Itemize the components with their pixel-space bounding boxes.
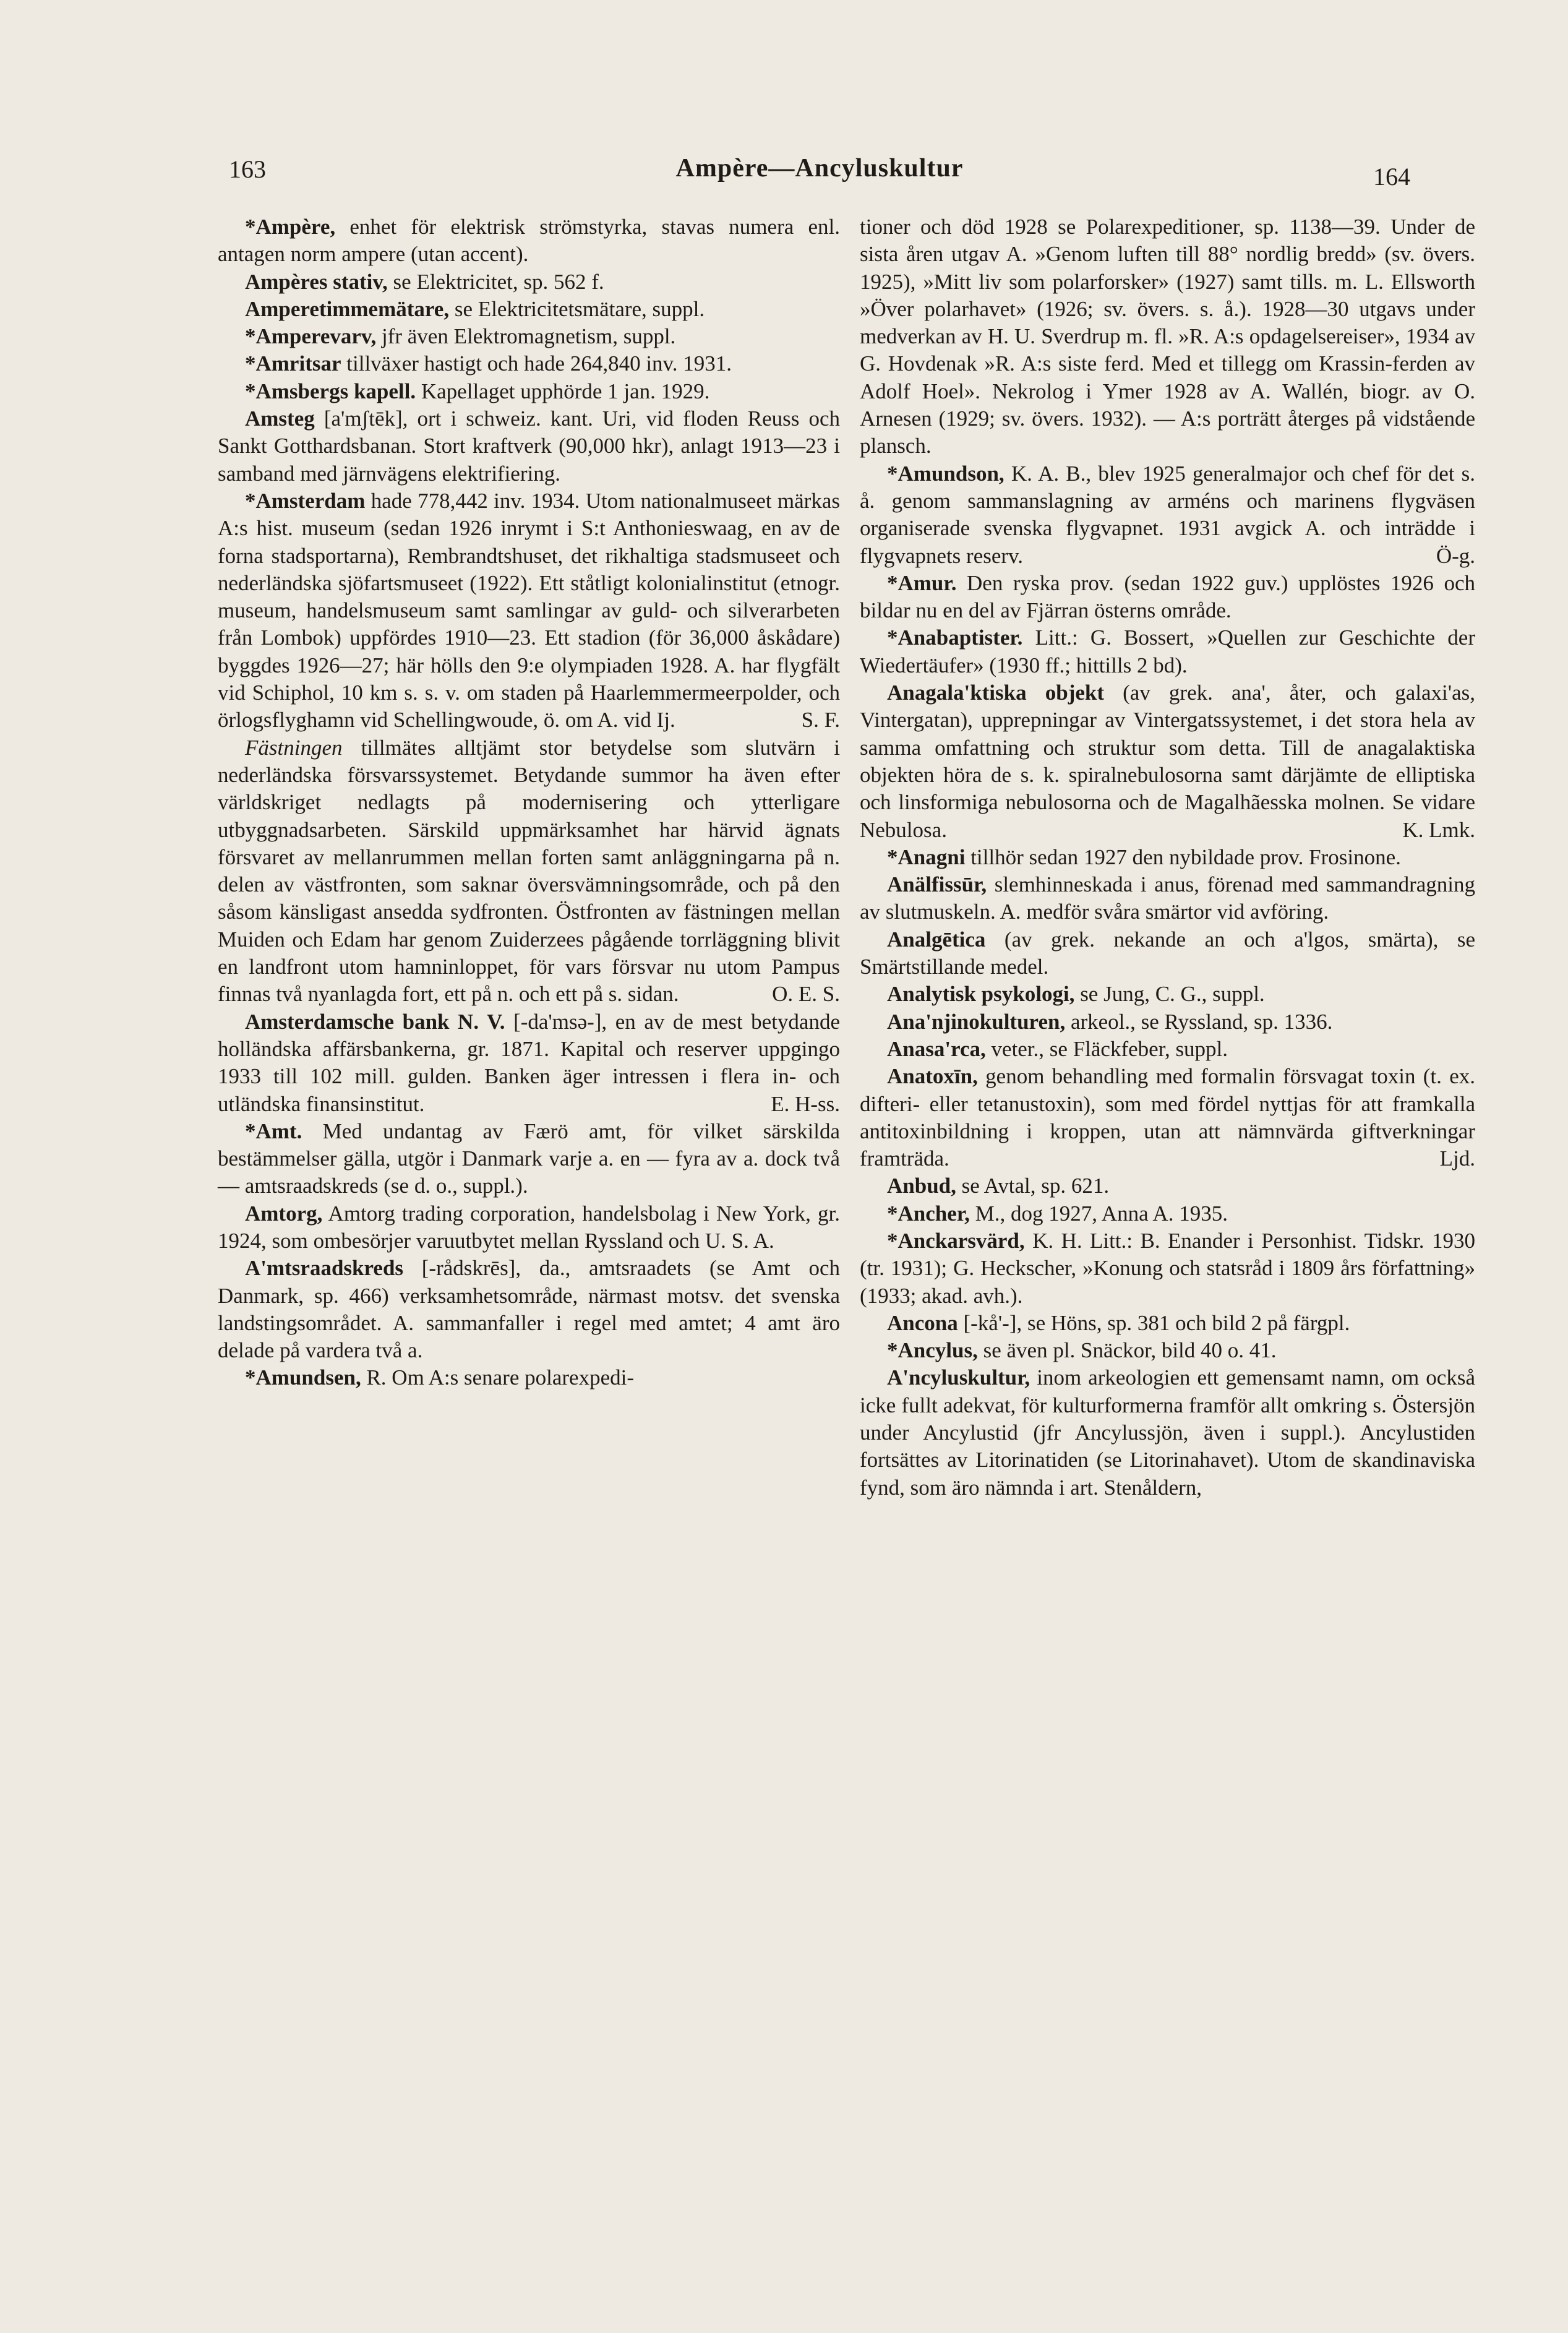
dictionary-entry	[860, 844, 1475, 871]
page-header	[229, 148, 1410, 204]
entry-text: veter., se Fläckfeber, suppl.	[985, 1036, 1228, 1061]
entry-text: K. H. Litt.: B. Enander i Personhist. Tidskr. 1930 (tr. 1931); G. Heckscher, »Konung och statsråd i 1809 års författning» (1933; akad. avh.).	[860, 1228, 1475, 1308]
entry-text: hade 778,442 inv. 1934. Utom nationalmuseet märkas A:s hist. museum (sedan 1926 inrymt i S:t Anthonieswaag, en av de forna stadsportarna), Rembrandtshuset, det rikhaltiga stadsmuseet och nederländska sjöfartsmuseet (1922). Ett ståtligt kolonialinstitut (etnogr. museum, handelsmuseum samt samlingar av guld- och silverarbeten från Lombok) uppfördes 1910—23. Ett stadion (för 36,000 åskådare) byggdes 1926—27; här hölls den 9:e olympiaden 1928. A. har flygfält vid Schiphol, 10 km s. s. v. om staden på Haarlemmermeerpolder, och örlogsflyghamn vid Schellingwoude, ö. om A. vid Ij.	[218, 488, 840, 733]
entry-headword: Ancona	[887, 1310, 958, 1335]
entry-text: M., dog 1927, Anna A. 1935.	[969, 1201, 1228, 1226]
dictionary-entry	[218, 405, 840, 488]
entry-headword: Anbud,	[887, 1174, 956, 1198]
dictionary-entry	[218, 488, 840, 734]
dictionary-entry	[218, 323, 840, 350]
right-text-column	[860, 213, 1475, 1502]
entry-headword: Anagala'ktiska objekt	[887, 681, 1105, 705]
dictionary-entry	[860, 1227, 1475, 1310]
dictionary-entry	[218, 213, 840, 269]
entry-text: Amtorg trading corporation, handelsbolag i New York, gr. 1924, som ombesörjer varuutbytet mellan Ryssland och U. S. A.	[218, 1201, 840, 1253]
entry-text: tillhör sedan 1927 den nybildade prov. Frosinone.	[965, 844, 1401, 869]
entry-headword: *Amundson,	[887, 461, 1005, 486]
dictionary-entry	[860, 213, 1475, 460]
dictionary-entry	[218, 734, 840, 1008]
entry-text: Litt.: G. Bossert, »Quellen zur Geschichte der Wiedertäufer» (1930 ff.; hittills 2 bd).	[860, 625, 1475, 677]
dictionary-entry	[860, 1364, 1475, 1501]
entry-headword: Anasa'rca,	[887, 1036, 986, 1061]
entry-italic-lead: Fästningen	[245, 735, 343, 760]
entry-text: R. Om A:s senare polarexpedi-	[361, 1365, 634, 1390]
entry-headword: Anälfissūr,	[887, 872, 987, 897]
dictionary-entry	[218, 1255, 840, 1364]
entry-headword: Amsteg	[245, 406, 315, 431]
entry-headword: *Amundsen,	[245, 1365, 361, 1390]
dictionary-entry	[860, 1036, 1475, 1063]
entry-text: arkeol., se Ryssland, sp. 1336.	[1065, 1009, 1333, 1034]
author-signature: Ö-g.	[1436, 543, 1475, 568]
entry-text: tillmätes alltjämt stor betydelse som slutvärn i nederländska försvarssystemet. Betydande summor ha även efter världskriget nedlagts på modernisering och ytterligare utbyggnadsarbeten. Särskild uppmärksamhet har härvid ägnats försvaret av mellanrummen mellan forten samt anläggningarna på n. delen av västfronten, som saknar översvämningsområde, och på den såsom känsligast ansedda sydfronten. Östfronten av fästningen mellan Muiden och Edam har genom Zuiderzees pågående torrläggning blivit en landfront utom hamninloppet, för vars försvar nu utom Pampus finnas två nyanlagda fort, ett på n. och ett på s. sidan.	[218, 735, 840, 1007]
entry-text: Den ryska prov. (sedan 1922 guv.) upplöstes 1926 och bildar nu en del av Fjärran österns område.	[860, 570, 1475, 623]
dictionary-entry	[860, 460, 1475, 570]
dictionary-entry	[218, 378, 840, 405]
dictionary-entry	[860, 1200, 1475, 1227]
entry-text: (av grek. ana', åter, och galaxi'as, Vintergatan), upprepningar av Vintergatssystemet, i det stora hela av samma omfattning och struktur som detta. Till de anagalaktiska objekten höra de s. k. spiralnebulosorna samt därjämte de elliptiska och linsformiga nebulosorna och de Magalhãesska molnen. Se vidare Nebulosa.	[860, 681, 1475, 842]
dictionary-entry	[860, 1172, 1475, 1200]
dictionary-entry	[860, 624, 1475, 679]
dictionary-entry	[218, 1200, 840, 1255]
dictionary-entry	[860, 926, 1475, 981]
entry-text: jfr även Elektromagnetism, suppl.	[376, 324, 676, 349]
entry-text: se Elektricitetsmätare, suppl.	[449, 296, 705, 321]
dictionary-entry	[218, 350, 840, 377]
entry-headword: *Amritsar	[245, 351, 341, 376]
entry-headword: *Amperevarv,	[245, 324, 377, 349]
running-title: Ampère—Ancyluskultur	[675, 154, 964, 183]
entry-text: tioner och död 1928 se Polarexpeditioner, sp. 1138—39. Under de sista åren utgav A. »Genom luften till 88° nordlig bredd» (sv. övers. 1925), »Mitt liv som polarforsker» (1927) samt tills. m. L. Ellsworth »Över polarhavet» (1926; sv. övers. s. å.). 1928—30 utgavs under medverkan av H. U. Sverdrup m. fl. »R. A:s opdagelsereiser», 1934 av G. Hovdenak »R. A:s siste ferd. Med et tillegg om Krassin-ferden av Adolf Hoel». Nekrolog i Ymer 1928 av A. Wallén, biogr. av O. Arnesen (1929; sv. övers. 1932). — A:s porträtt återges på vidstående plansch.	[860, 215, 1475, 458]
entry-headword: *Ampère,	[245, 215, 336, 239]
entry-text: tillväxer hastigt och hade 264,840 inv. 1931.	[341, 351, 732, 376]
entry-text: K. A. B., blev 1925 generalmajor och chef för det s. å. genom sammanslagning av arméns och marinens flygväsen organiserade svenska flygvapnet. 1931 avgick A. och inträdde i flygvapnets reserv.	[860, 461, 1475, 568]
dictionary-entry	[860, 1008, 1475, 1036]
entry-headword: Amsterdamsche bank N. V.	[245, 1009, 505, 1034]
entry-text: slemhinneskada i anus, förenad med sammandragning av slutmuskeln. A. medför svåra smärtor vid avföring.	[860, 872, 1475, 924]
entry-headword: *Anagni	[887, 844, 966, 869]
author-signature: E. H-ss.	[771, 1091, 840, 1116]
entry-headword: Anatoxīn,	[887, 1064, 978, 1089]
entry-text: (av grek. nekande an och a'lgos, smärta), se Smärtstillande medel.	[860, 927, 1475, 979]
dictionary-entry	[860, 871, 1475, 926]
entry-text: genom behandling med formalin försvagat toxin (t. ex. difteri- eller tetanustoxin), som med fördel nyttjas för att framkalla antitoxinbildning i kroppen, utan att nämnvärda giftverkningar framträda.	[860, 1064, 1475, 1171]
right-column-number: 164	[1373, 163, 1410, 191]
dictionary-entry	[218, 1118, 840, 1200]
dictionary-entry	[860, 679, 1475, 844]
entry-headword: *Anabaptister.	[887, 625, 1023, 650]
entry-headword: *Anckarsvärd,	[887, 1228, 1025, 1253]
dictionary-entry	[218, 1364, 840, 1391]
dictionary-entry	[860, 1337, 1475, 1364]
dictionary-entry	[860, 981, 1475, 1008]
entry-headword: *Amt.	[245, 1119, 302, 1143]
dictionary-entry	[860, 1063, 1475, 1172]
entry-text: [-da'msə-], en av de mest betydande holländska affärsbankerna, gr. 1871. Kapital och reserver uppgingo 1933 till 102 mill. gulden. Banken äger intressen i flera in- och utländska finansinstitut.	[218, 1009, 840, 1116]
entry-headword: Ana'njinokulturen,	[887, 1009, 1066, 1034]
entry-text: [-rådskrēs], da., amtsraadets (se Amt och Danmark, sp. 466) verksamhetsområde, närmast motsv. det svenska landstingsområdet. A. sammanfaller i regel med amtet; 4 amt äro delade på vardera två a.	[218, 1256, 840, 1363]
entry-text: se Elektricitet, sp. 562 f.	[387, 269, 604, 294]
entry-text: se Avtal, sp. 621.	[956, 1174, 1110, 1198]
entry-headword: *Ancylus,	[887, 1338, 978, 1363]
entry-headword: *Amur.	[887, 570, 957, 595]
entry-text: enhet för elektrisk strömstyrka, stavas numera enl. antagen norm ampere (utan accent).	[218, 215, 840, 267]
entry-headword: *Ancher,	[887, 1201, 970, 1226]
entry-text: se även pl. Snäckor, bild 40 o. 41.	[977, 1338, 1277, 1363]
author-signature: Ljd.	[1439, 1146, 1475, 1171]
entry-text: [-kå'-], se Höns, sp. 381 och bild 2 på färgpl.	[958, 1310, 1350, 1335]
entry-headword: A'mtsraadskreds	[245, 1256, 404, 1281]
author-signature: O. E. S.	[772, 982, 840, 1007]
entry-text: inom arkeologien ett gemensamt namn, om också icke fullt adekvat, för kulturformerna framför allt omkring s. Östersjön under Ancylustid (jfr Ancylussjön, även i suppl.). Ancylustiden fortsättes av Litorinatiden (se Litorinahavet). Utom de skandinaviska fynd, som äro nämnda i art. Stenåldern,	[860, 1365, 1475, 1500]
entry-text: se Jung, C. G., suppl.	[1074, 982, 1265, 1007]
author-signature: K. Lmk.	[1402, 817, 1475, 842]
entry-headword: A'ncyluskultur,	[887, 1365, 1030, 1390]
entry-text: Med undantag av Færö amt, för vilket särskilda bestämmelser gälla, utgör i Danmark varje a. en — fyra av a. dock två — amtsraadskreds (se d. o., suppl.).	[218, 1119, 840, 1198]
entry-headword: *Amsterdam	[245, 488, 366, 513]
entry-headword: Amtorg,	[245, 1201, 323, 1226]
dictionary-entry	[218, 269, 840, 296]
entry-text: [a'mʃtēk], ort i schweiz. kant. Uri, vid floden Reuss och Sankt Gotthardsbanan. Stort kraftverk (90,000 hkr), anlagt 1913—23 i samband med järnvägens elektrifiering.	[218, 406, 840, 486]
entry-headword: *Amsbergs kapell.	[245, 379, 416, 403]
dictionary-entry	[218, 296, 840, 323]
entry-headword: Analytisk psykologi,	[887, 982, 1075, 1007]
dictionary-entry	[860, 570, 1475, 625]
author-signature: S. F.	[801, 708, 840, 733]
entry-headword: Analgētica	[887, 927, 986, 952]
entry-text: Kapellaget upphörde 1 jan. 1929.	[416, 379, 710, 403]
dictionary-entry	[860, 1310, 1475, 1337]
entry-headword: Amperetimmemätare,	[245, 296, 450, 321]
entry-headword: Ampères stativ,	[245, 269, 388, 294]
left-text-column	[218, 213, 840, 1392]
left-column-number: 163	[229, 155, 266, 183]
dictionary-entry	[218, 1008, 840, 1118]
